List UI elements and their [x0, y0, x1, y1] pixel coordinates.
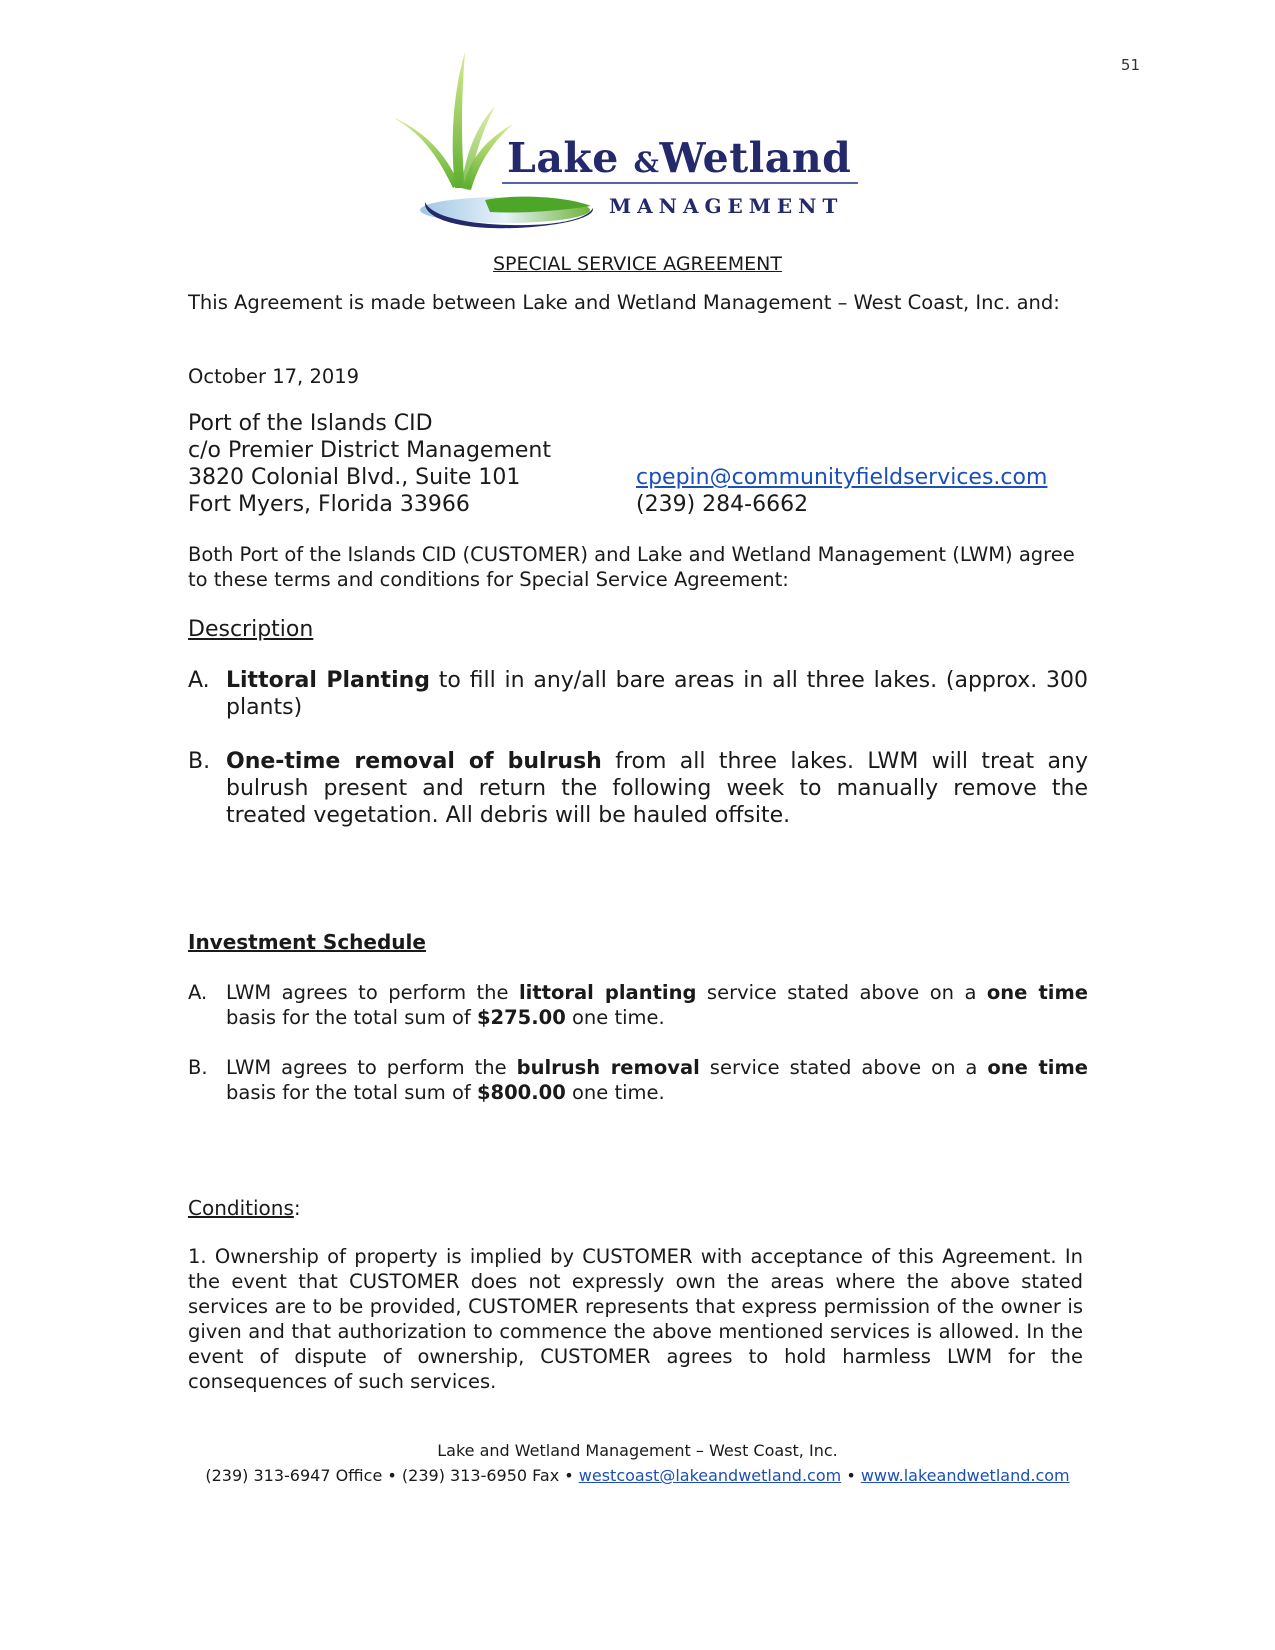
- document-title: SPECIAL SERVICE AGREEMENT: [493, 253, 782, 275]
- agreement-paragraph: Both Port of the Islands CID (CUSTOMER) and Lake and Wetland Management (LWM) agree to these terms and conditions for Special Service Agreement:: [188, 543, 1075, 591]
- footer-contact-line: (239) 313-6947 Office • (239) 313-6950 Fax • westcoast@lakeandwetland.com • www.lakeandwetland.com: [205, 1466, 1070, 1485]
- customer-address: [188, 410, 628, 518]
- customer-care-of: c/o Premier District Management: [188, 438, 551, 463]
- investment-item-b: B. LWM agrees to perform the bulrush removal service stated above on a one time basis for the total sum of $800.00 one time.: [188, 1056, 1089, 1104]
- customer-contact: [636, 464, 1047, 518]
- logo-divider: [502, 182, 858, 184]
- footer-company: Lake and Wetland Management – West Coast, Inc.: [437, 1441, 838, 1460]
- customer-phone: (239) 284-6662: [636, 492, 809, 517]
- conditions-heading: Conditions:: [188, 1196, 301, 1220]
- description-item-b: B. One-time removal of bulrush from all three lakes. LWM will treat any bulrush present and return the following week to manually remove the treated vegetation. All debris will be hauled offsite.: [188, 749, 1088, 828]
- investment-heading: Investment Schedule: [188, 930, 426, 954]
- customer-email-link[interactable]: cpepin@communityfieldservices.com: [636, 465, 1048, 490]
- page-number: 51: [1120, 56, 1140, 74]
- description-item-a: A. Littoral Planting to fill in any/all bare areas in all three lakes. (approx. 300 plants): [188, 668, 1088, 720]
- footer-email-link[interactable]: westcoast@lakeandwetland.com: [578, 1466, 842, 1485]
- logo-subtitle: MANAGEMENT: [609, 194, 844, 218]
- customer-city: Fort Myers, Florida 33966: [188, 492, 470, 517]
- condition-1: 1. Ownership of property is implied by CUSTOMER with acceptance of this Agreement. In the event that CUSTOMER does not expressly own the areas where the above stated services are to be provided, CUSTOMER represents that express permission of the owner is given and that authorization to commence the above mentioned services is allowed. In the event of dispute of ownership, CUSTOMER agrees to hold harmless LWM for the consequences of such services.: [188, 1245, 1083, 1393]
- intro-paragraph: This Agreement is made between Lake and Wetland Management – West Coast, Inc. and:: [188, 291, 1060, 314]
- customer-street: 3820 Colonial Blvd., Suite 101: [188, 465, 521, 490]
- logo-wordmark: Lake &Wetland: [507, 134, 852, 182]
- footer-office-phone: (239) 313-6947 Office: [205, 1466, 383, 1485]
- investment-item-a: A. LWM agrees to perform the littoral planting service stated above on a one time basis for the total sum of $275.00 one time.: [188, 981, 1088, 1029]
- footer-website-link[interactable]: www.lakeandwetland.com: [860, 1466, 1070, 1485]
- agreement-date: October 17, 2019: [188, 365, 360, 388]
- company-logo: [395, 50, 865, 230]
- customer-name: Port of the Islands CID: [188, 411, 433, 436]
- footer-fax: (239) 313-6950 Fax: [401, 1466, 560, 1485]
- description-heading: Description: [188, 617, 314, 642]
